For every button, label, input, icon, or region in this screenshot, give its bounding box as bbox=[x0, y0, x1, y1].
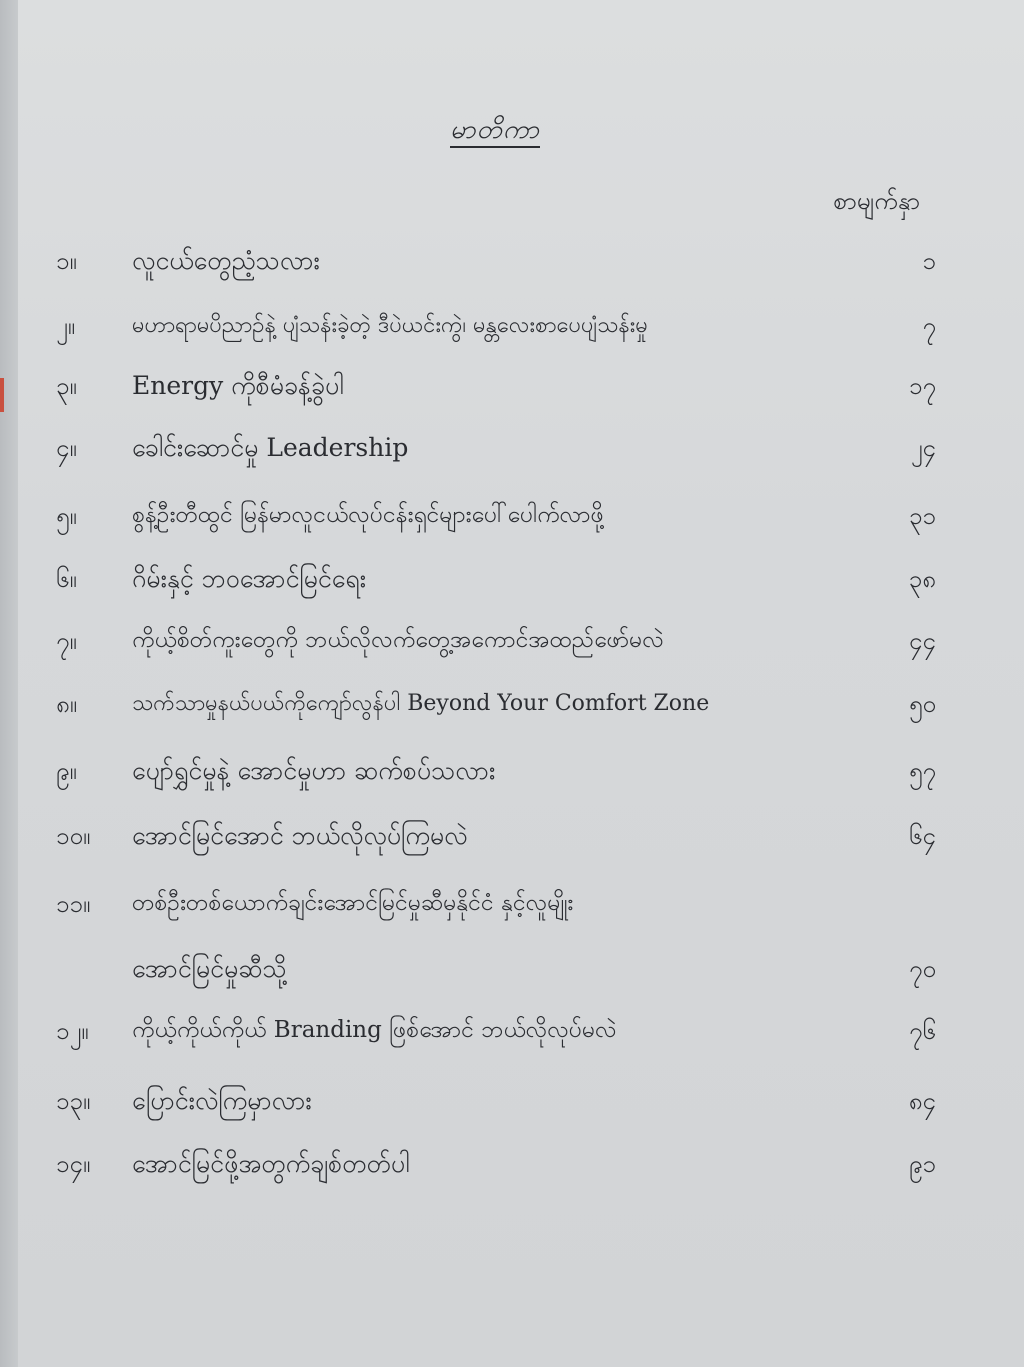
entry-page: ၃၁ bbox=[909, 502, 936, 530]
entry-number: ၁၃။ bbox=[56, 1087, 91, 1115]
entry-title: သက်သာမှုနယ်ပယ်ကိုကျော်လွန်ပါ Beyond Your Comfort Zone bbox=[132, 691, 710, 716]
entry-number: ၁၂။ bbox=[56, 1017, 89, 1045]
entry-page: ၆၄ bbox=[909, 822, 936, 850]
toc-entry bbox=[56, 563, 936, 607]
toc-entry bbox=[56, 1085, 936, 1129]
entry-title: ကိုယ့်စိတ်ကူးတွေကို ဘယ်လိုလက်တွေ့အကောင်အထည်ဖော်မလဲ bbox=[132, 627, 664, 653]
toc-entry bbox=[56, 245, 936, 289]
entry-title: ကိုယ့်ကိုယ်ကိုယ် Branding ဖြစ်အောင် ဘယ်လိုလုပ်မလဲ bbox=[132, 1017, 617, 1043]
toc-entry-continuation bbox=[56, 953, 936, 997]
entry-number: ၃။ bbox=[56, 372, 77, 400]
toc-entry bbox=[56, 888, 936, 932]
toc-entry bbox=[56, 755, 936, 799]
entry-number: ၁။ bbox=[56, 247, 77, 275]
entry-number: ၁၄။ bbox=[56, 1150, 91, 1178]
entry-title: တစ်ဦးတစ်ယောက်ချင်းအောင်မြင်မှုဆီမှနိုင်ငံ နှင့်လူမျိုး bbox=[132, 890, 574, 916]
entry-title: Energy ကိုစီမံခန့်ခွဲပါ bbox=[132, 371, 344, 400]
toc-entry bbox=[56, 432, 936, 476]
entry-title: ပြောင်းလဲကြမှာလား bbox=[132, 1086, 312, 1115]
entry-title: လူငယ်တွေညံ့သလား bbox=[132, 246, 320, 275]
entry-number: ၄။ bbox=[56, 434, 77, 462]
entry-number: ၆။ bbox=[56, 565, 77, 593]
toc-entry bbox=[56, 500, 936, 544]
entry-page: ၇ bbox=[922, 312, 936, 340]
entry-number: ၅။ bbox=[56, 502, 77, 530]
toc-entry bbox=[56, 1148, 936, 1192]
entry-page: ၅၇ bbox=[909, 757, 936, 785]
entry-title: အောင်မြင်ဖို့အတွက်ချစ်တတ်ပါ bbox=[132, 1149, 410, 1178]
entry-title: ဂိမ်းနှင့် ဘဝအောင်မြင်ရေး bbox=[132, 564, 367, 593]
entry-page: ၂၄ bbox=[910, 434, 936, 462]
entry-page: ၃၈ bbox=[908, 565, 936, 593]
entry-number: ၇။ bbox=[56, 627, 77, 655]
page-column-header: စာမျက်နှာ bbox=[833, 187, 920, 215]
entry-page: ၇၆ bbox=[909, 1017, 936, 1045]
entry-page: ၉၁ bbox=[909, 1150, 936, 1178]
red-object-edge bbox=[0, 378, 4, 412]
toc-entry bbox=[56, 1015, 936, 1059]
entry-page: ၅၀ bbox=[909, 690, 936, 718]
entry-title: ခေါင်းဆောင်မှု Leadership bbox=[132, 433, 409, 462]
entry-number: ၂။ bbox=[56, 312, 76, 340]
entry-page: ၇၀ bbox=[909, 955, 936, 983]
entry-title: စွန့်ဦးတီထွင် မြန်မာလူငယ်လုပ်ငန်းရှင်များပေါ်ပေါက်လာဖို့ bbox=[132, 502, 604, 528]
entry-page: ၁၇ bbox=[909, 372, 936, 400]
entry-page: ၈၄ bbox=[908, 1087, 936, 1115]
entry-page: ၄၄ bbox=[909, 627, 936, 655]
entry-title: မဟာရာမပိညာဉ်နဲ့ ပျံသန်းခဲ့တဲ့ ဒီပဲယင်းကွဲ၊ မန္တလေးစာပေပျံသန်းမှု bbox=[132, 313, 648, 338]
entry-title: ပျော်ရွှင်မှုနဲ့ အောင်မှုဟာ ဆက်စပ်သလား bbox=[132, 756, 496, 785]
toc-entry bbox=[56, 820, 936, 864]
entry-number: ၈။ bbox=[56, 690, 77, 718]
toc-entry bbox=[56, 310, 936, 354]
entry-number: ၁၁။ bbox=[56, 890, 91, 918]
entry-page: ၁ bbox=[922, 247, 936, 275]
toc-entry bbox=[56, 370, 936, 414]
toc-entry bbox=[56, 625, 936, 669]
entry-number: ၉။ bbox=[56, 757, 77, 785]
entry-title: အောင်မြင်အောင် ဘယ်လိုလုပ်ကြမလဲ bbox=[132, 821, 468, 850]
toc-entry bbox=[56, 688, 936, 732]
entry-number: ၁၀။ bbox=[56, 822, 91, 850]
entry-title: အောင်မြင်မှုဆီသို့ bbox=[132, 954, 287, 983]
toc-title: မာတိကာ bbox=[450, 115, 540, 145]
